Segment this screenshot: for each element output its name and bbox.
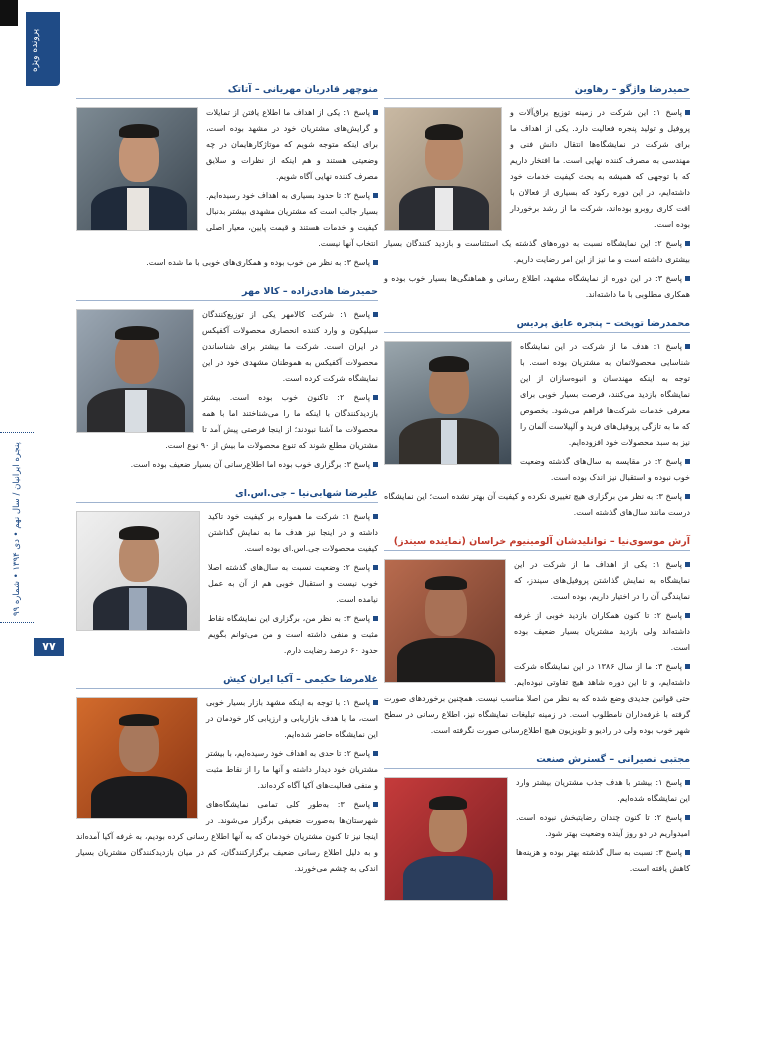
left-column [76,84,378,892]
answer-text: پاسخ ۳: نسبت به سال گذشته بهتر بوده و هزینه‌ها کاهش یافته است. [516,848,690,873]
answer-text: پاسخ ۲: تا حدی به اهداف خود رسیده‌ایم، با بیشتر مشتریان خود دیدار داشته و آنها ما را از نقاط مثبت و منفی فعالیت‌های آکیا آگاه کرده‌اند. [206,749,378,790]
answer-text: پاسخ ۱: یکی از اهداف ما از شرکت در این نمایشگاه به نمایش گذاشتن پروفیل‌های سیندز، که نمایندگی آن را در اختیار داریم، بوده است. [514,560,690,601]
interviewee-photo [76,511,200,631]
side-divider [0,622,34,623]
answer-text: پاسخ ۱: این شرکت در زمینه توزیع یراق‌آلات و پروفیل و تولید پنجره فعالیت دارد. یکی از اهداف ما برای شرکت در نمایشگاه‌ها انتقال دانش فنی و مهندسی به مصرف کننده نهایی است. ما افتخار داریم که با توجهی که همیشه به بحث کیفیت خدمات خود داشته‌ایم، در این دوره رکود که بسیاری از فعالان با افت کاری روبرو بوده‌اند، شرکت ما از رشد برخوردار بوده است. [510,108,690,229]
answer-text: پاسخ ۲: تا کنون چندان رضایتبخش نبوده است. امیدواریم در دو روز آینده وضعیت بهتر شود. [516,813,690,838]
answer-text: پاسخ ۲: در مقایسه به سال‌های گذشته وضعیت خوب نبوده و استقبال نیز اندک بوده است. [520,457,690,482]
interviewee-photo [384,559,506,683]
interviewee-photo [76,697,198,819]
corner-block [0,0,18,26]
answer-text: پاسخ ۱: بیشتر با هدف جذب مشتریان بیشتر وارد این نمایشگاه شده‌ایم. [516,778,690,803]
side-divider [0,432,34,433]
section-label: پرونده ویژه [30,28,40,72]
interview-block [384,754,690,905]
interviewee-name: مجتبی نصیرانی – گسترش صنعت [384,754,690,769]
answer-text: پاسخ ۱: یکی از اهداف ما اطلاع یافتن از تمایلات و گرایش‌های مشتریان خود در مشهد بوده است، برای اینکه متوجه شویم که موتاژکارهایمان در چه وضعیتی هستند و هم اینکه از نظرات و سلایق مصرف کننده نهایی آگاه شویم. [206,108,378,181]
answer-text: پاسخ ۱: هدف ما از شرکت در این نمایشگاه شناسایی محصولاتمان به مشتریان بوده است. با توجه به اینکه مهندسان و انبوه‌سازان از این نمایشگاه بازدید می‌کنند، فرصت بسیار خوبی برای معرفی خدمات شرکت‌ها فراهم می‌شود. بخصوص که ما به تازگی پروفیل‌های فرید و آلپیلاست آلمان را نیز به سبد محصولات خود افزوده‌ایم. [520,342,690,447]
interview-block [384,536,690,742]
answer-text: پاسخ ۲: تاکنون خوب بوده است. بیشتر بازدیدکنندگان با اینکه ما را می‌شناختند اما با همه محصولات ما آشنا نبودند؛ از اینجا فرصتی پیش آمد تا مشتریان مطلع شوند که تنوع محصولات ما بیش از ۹۰ نوع است. [165,393,378,450]
interviewee-name: آرش موسوی‌نیا – توانلیدشان آلومینیوم خراسان (نماینده سیندز) [384,536,690,551]
interview-block [76,286,378,476]
section-tab [26,12,60,86]
answer-text: پاسخ ۳: به نظر من خوب بوده و همکاری‌های خوبی با ما شده است. [146,258,370,267]
interview-block [76,84,378,274]
answer-text: پاسخ ۳: به‌طور کلی تمامی نمایشگاه‌های شهرستان‌ها به‌صورت ضعیفی برگزار می‌شوند. در اینجا نیز تا کنون مشتریان خودمان که به آنها اطلاع رسانی کرده بودیم، به غرفه آکیا آمده‌اند و به دلیل اطلاع رسانی ضعیف برگزارکنندگان، کم در میان بازدیدکنندگان مشتریان بسیار اندکی به چشم می‌خورند. [76,800,378,873]
issue-info: پنجره ایرانیان / سال نهم • دی ۱۳۹۴ • شماره ۹۹ [12,442,22,616]
page-number: ۷۷ [34,638,64,656]
answer-text: پاسخ ۲: وضعیت نسبت به سال‌های گذشته اصلا خوب نیست و استقبال خوبی هم از آن به عمل نیامده است. [208,563,378,604]
answer-text: پاسخ ۳: به نظر من، برگزاری این نمایشگاه نقاط مثبت و منفی داشته است و من می‌توانم بگویم حدود ۶۰ درصد رضایت دارم. [208,614,378,655]
interviewee-name: محمدرضا توپخت – پنجره عایق پردیس [384,318,690,333]
interviewee-photo [384,107,502,231]
answer-text: پاسخ ۱: شرکت کالامهر یکی از توزیع‌کنندگان سیلیکون و وارد کننده انحصاری محصولات آکفیکس در ایران است. شرکت ما بیشتر برای شناساندن محصولات آکفیکس به هموطنان مشهدی خود در این نمایشگاه شرکت کرده است. [202,310,378,383]
answer-text: پاسخ ۳: برگزاری خوب بوده اما اطلاع‌رسانی آن بسیار ضعیف بوده است. [130,460,370,469]
interview-block [384,84,690,306]
answer-text: پاسخ ۲: تا حدود بسیاری به اهداف خود رسیده‌ایم. بسیار جالب است که مشتریان مشهدی بیشتر بدنبال کیفیت و خدمات هستند و قیمت پایین، معیار اصلی انتخاب آنها نیست. [206,191,378,248]
interviewee-name: منوچهر قادریان مهریانی – آتاتک [76,84,378,99]
interview-block [384,318,690,524]
answer-text: پاسخ ۱: شرکت ما همواره بر کیفیت خود تاکید داشته و در اینجا نیز هدف ما به نمایش گذاشتن کیفیت محصولات جی.اس.ای بوده است. [208,512,378,553]
answer-text: پاسخ ۳: ما از سال ۱۳۸۶ در این نمایشگاه شرکت داشته‌ایم، و تا این دوره شاهد هیچ تفاوتی نبوده‌ایم. حتی قوانین جدیدی وضع شده که به نظر من اصلا مناسب نیست. همچنین برخوردهای صورت گرفته با غرفه‌داران نامطلوب است. در زمینه تبلیغات نمایشگاه نیز، اطلاع رسانی در سطح شهر خوب بوده ولی در رادیو و تلویزیون هیچ اطلاع‌رسانی صورت نگرفته است. [384,662,690,735]
interviewee-name: حمیدرضا واژگو – رهاوین [384,84,690,99]
answer-text: پاسخ ۱: با توجه به اینکه مشهد بازار بسیار خوبی است، ما با هدف بازاریابی و ارزیابی کار خودمان در این نمایشگاه حاضر شده‌ایم. [206,698,378,739]
interviewee-name: علیرضا شهابی‌نیا – جی.اس.ای [76,488,378,503]
answer-text: پاسخ ۳: به نظر من برگزاری هیچ تغییری نکرده و کیفیت آن بهتر نشده است؛ این نمایشگاه درست مانند سال‌های گذشته است. [384,492,690,517]
interviewee-photo [384,777,508,901]
interviewee-name: حمیدرضا هادی‌زاده – کالا مهر [76,286,378,301]
interviewee-name: غلامرضا حکیمی – آکیا ایران کیش [76,674,378,689]
interview-block [76,674,378,880]
answer-text: پاسخ ۲: تا کنون همکاران بازدید خوبی از غرفه داشته‌اند ولی بازدید مشتریان بسیار ضعیف بوده است. [514,611,690,652]
interview-block [76,488,378,662]
interviewee-photo [76,107,198,231]
interviewee-photo [384,341,512,465]
interviewee-photo [76,309,194,433]
right-column [384,84,690,917]
answer-text: پاسخ ۳: در این دوره از نمایشگاه مشهد، اطلاع رسانی و هماهنگی‌ها بسیار خوب بوده و همکاری مطلوبی با ما داشته‌اند. [384,274,690,299]
answer-text: پاسخ ۲: این نمایشگاه نسبت به دوره‌های گذشته یک استثناست و بازدید کنندگان بسیار بیشتری داشته است و ما نیز از این امر رضایت داریم. [384,239,690,264]
